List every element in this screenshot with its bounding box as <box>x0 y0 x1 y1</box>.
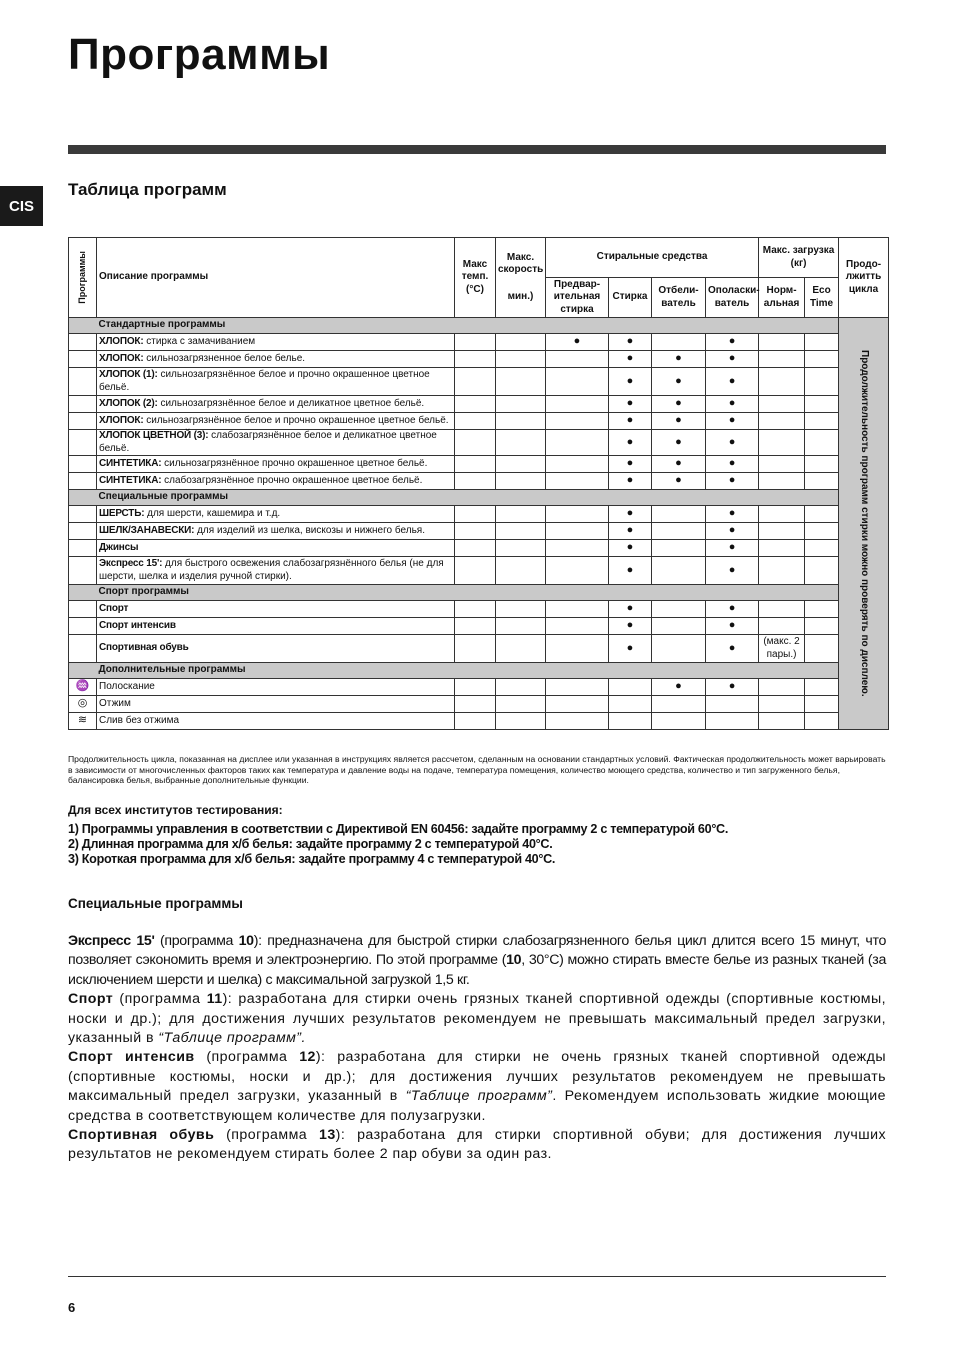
header-bleach: Отбели-ватель <box>652 278 706 318</box>
header-duration: Продо-лжитть цикла <box>839 238 889 318</box>
header-programs: Программы <box>69 238 97 318</box>
bleach-cell: ● <box>652 413 706 430</box>
prewash-cell <box>546 396 609 413</box>
wash-cell: ● <box>609 351 652 368</box>
prewash-cell: ● <box>546 334 609 351</box>
sport-shoes-paragraph: Спортивная обувь (программа 13): разработана для стирки спортивной обуви; для достижения лучших результатов не рекомендуем стирать более 2 пар обуви за один раз. <box>68 1127 887 1163</box>
section-header-row <box>69 663 889 679</box>
eco-load-cell <box>805 540 839 557</box>
normal-load-cell <box>759 413 805 430</box>
normal-load-cell <box>759 557 805 585</box>
program-description: ХЛОПОК: сильнозагрязнённое белое и прочно окрашенное цветное бельё. <box>97 413 455 430</box>
eco-load-cell <box>805 523 839 540</box>
bleach-cell <box>652 506 706 523</box>
section-label: Дополнительные программы <box>97 663 839 679</box>
bleach-cell: ● <box>652 430 706 456</box>
normal-load-cell <box>759 368 805 396</box>
softener-cell: ● <box>706 413 759 430</box>
page-title: Программы <box>68 30 331 79</box>
wash-cell: ● <box>609 557 652 585</box>
header-detergents: Стиральные средства <box>546 238 759 278</box>
section-label: Специальные программы <box>97 490 839 506</box>
wash-cell: ● <box>609 523 652 540</box>
table-row <box>69 713 889 730</box>
program-description: Спорт интенсив <box>97 618 455 635</box>
table-row <box>69 430 889 456</box>
table-row <box>69 635 889 663</box>
program-description: Спортивная обувь <box>97 635 455 663</box>
softener-cell: ● <box>706 456 759 473</box>
program-description: ХЛОПОК: стирка с замачиванием <box>97 334 455 351</box>
wash-cell <box>609 679 652 696</box>
program-description: ХЛОПОК (1): сильнозагрязнённое белое и прочно окрашенное цветное бельё. <box>97 368 455 396</box>
eco-load-cell <box>805 557 839 585</box>
special-programs-text <box>68 932 886 1165</box>
section-header-row <box>69 490 889 506</box>
wash-cell: ● <box>609 368 652 396</box>
program-description: ШЕЛК/ЗАНАВЕСКИ: для изделий из шелка, вискозы и нижнего белья. <box>97 523 455 540</box>
header-softener: Ополаски-ватель <box>706 278 759 318</box>
wash-cell: ● <box>609 413 652 430</box>
title-divider <box>68 145 886 154</box>
program-description: Экспресс 15': для быстрого освежения слабозагрязнённого белья (не для шерсти, шелка и изделия ручной стирки). <box>97 557 455 585</box>
normal-load-cell <box>759 713 805 730</box>
header-max-load: Макс. загрузка (кг) <box>759 238 839 278</box>
prewash-cell <box>546 635 609 663</box>
program-description: СИНТЕТИКА: слабозагрязнённое прочно окрашенное цветное бельё. <box>97 473 455 490</box>
spin-icon: ◎ <box>77 697 88 710</box>
eco-load-cell <box>805 351 839 368</box>
bleach-cell: ● <box>652 473 706 490</box>
softener-cell: ● <box>706 557 759 585</box>
header-description: Описание программы <box>97 238 455 318</box>
table-row <box>69 506 889 523</box>
section-label: Спорт программы <box>97 585 839 601</box>
softener-cell: ● <box>706 635 759 663</box>
table-row <box>69 351 889 368</box>
eco-load-cell <box>805 456 839 473</box>
page-number: 6 <box>68 1300 76 1315</box>
program-description: Спорт <box>97 601 455 618</box>
header-max-temp: Макс темп. (°C) <box>455 238 496 318</box>
table-row <box>69 368 889 396</box>
eco-load-cell <box>805 506 839 523</box>
wash-cell: ● <box>609 473 652 490</box>
eco-load-cell <box>805 635 839 663</box>
header-max-speed: Макс. скорость мин.) <box>496 238 546 318</box>
program-table <box>68 237 889 730</box>
softener-cell: ● <box>706 430 759 456</box>
wash-cell <box>609 696 652 713</box>
program-description: Полоскание <box>97 679 455 696</box>
normal-load-cell <box>759 679 805 696</box>
sport-intense-paragraph: Спорт интенсив (программа 12): разработана для стирки не очень грязных тканей спортивной одежды (спортивные костюмы, носки и др.); для достижения лучших результатов рекомендуем не превышать максимальный предел загрузки, указанный в “Таблице программ”. Рекомендуем использовать жидкие моющие средства в соответствующем количестве для полузагрузки. <box>68 1049 887 1124</box>
section-label: Стандартные программы <box>97 318 839 334</box>
wash-cell: ● <box>609 334 652 351</box>
bleach-cell <box>652 334 706 351</box>
prewash-cell <box>546 523 609 540</box>
header-eco-time: Eco Time <box>805 278 839 318</box>
table-row <box>69 523 889 540</box>
normal-load-cell <box>759 601 805 618</box>
program-description: Слив без отжима <box>97 713 455 730</box>
section-header-row <box>69 318 889 334</box>
softener-cell: ● <box>706 618 759 635</box>
wash-cell: ● <box>609 430 652 456</box>
bleach-cell <box>652 713 706 730</box>
labs-title: Для всех институтов тестирования: <box>68 803 283 817</box>
softener-cell: ● <box>706 396 759 413</box>
softener-cell: ● <box>706 601 759 618</box>
header-prewash: Предвар-ительная стирка <box>546 278 609 318</box>
softener-cell: ● <box>706 368 759 396</box>
softener-cell: ● <box>706 540 759 557</box>
softener-cell: ● <box>706 334 759 351</box>
prewash-cell <box>546 456 609 473</box>
normal-load-cell <box>759 523 805 540</box>
normal-load-cell <box>759 506 805 523</box>
bleach-cell <box>652 557 706 585</box>
prewash-cell <box>546 618 609 635</box>
prewash-cell <box>546 696 609 713</box>
eco-load-cell <box>805 713 839 730</box>
table-row <box>69 557 889 585</box>
program-description: Отжим <box>97 696 455 713</box>
express-paragraph: Экспресс 15' (программа 10): предназначена для быстрой стирки слабозагрязненного белья цикл длится всего 15 минут, что позволяет сэкономить время и электроэнергию. По этой программе (10, 30°C) можно стирать вместе белье из разных тканей (за исключением шерсти и шелка) с максимальной загрузкой 1,5 кг. <box>68 933 887 988</box>
eco-load-cell <box>805 430 839 456</box>
table-row <box>69 413 889 430</box>
table-row <box>69 396 889 413</box>
program-description: Джинсы <box>97 540 455 557</box>
normal-load-cell <box>759 540 805 557</box>
prewash-cell <box>546 679 609 696</box>
special-programs-title: Специальные программы <box>68 896 243 911</box>
eco-load-cell <box>805 334 839 351</box>
header-wash: Стирка <box>609 278 652 318</box>
wash-cell: ● <box>609 601 652 618</box>
prewash-cell <box>546 540 609 557</box>
softener-cell: ● <box>706 473 759 490</box>
bleach-cell: ● <box>652 456 706 473</box>
normal-load-cell <box>759 473 805 490</box>
table-row <box>69 334 889 351</box>
softener-cell <box>706 696 759 713</box>
table-row <box>69 456 889 473</box>
eco-load-cell <box>805 396 839 413</box>
rinse-icon: ♒ <box>75 680 90 693</box>
bleach-cell: ● <box>652 368 706 396</box>
wash-cell: ● <box>609 396 652 413</box>
normal-load-cell <box>759 334 805 351</box>
wash-cell: ● <box>609 506 652 523</box>
eco-load-cell <box>805 473 839 490</box>
prewash-cell <box>546 430 609 456</box>
softener-cell: ● <box>706 351 759 368</box>
bleach-cell <box>652 618 706 635</box>
bleach-cell <box>652 523 706 540</box>
table-row <box>69 696 889 713</box>
prewash-cell <box>546 413 609 430</box>
program-description: ХЛОПОК (2): сильнозагрязнённое белое и деликатное цветное бельё. <box>97 396 455 413</box>
normal-load-cell <box>759 396 805 413</box>
sport-paragraph: Спорт (программа 11): разработана для стирки очень грязных тканей спортивной одежды (спортивные костюмы, носки и др.); для достижения лучших результатов рекомендуем не превышать максимальный предел загрузки, указанный в “Таблице программ”. <box>68 991 887 1047</box>
eco-load-cell <box>805 696 839 713</box>
wash-cell: ● <box>609 635 652 663</box>
prewash-cell <box>546 351 609 368</box>
bleach-cell <box>652 540 706 557</box>
wash-cell: ● <box>609 618 652 635</box>
prewash-cell <box>546 506 609 523</box>
labs-item: 2) Длинная программа для х/б белья: задайте программу 2 с температурой 40°C. <box>68 836 553 851</box>
prewash-cell <box>546 713 609 730</box>
region-tab: CIS <box>0 186 43 226</box>
eco-load-cell <box>805 413 839 430</box>
table-row <box>69 540 889 557</box>
prewash-cell <box>546 368 609 396</box>
prewash-cell <box>546 557 609 585</box>
header-normal-load: Норм-альная <box>759 278 805 318</box>
drain-icon: ≋ <box>77 714 88 727</box>
eco-load-cell <box>805 601 839 618</box>
bleach-cell <box>652 696 706 713</box>
softener-cell: ● <box>706 523 759 540</box>
normal-load-cell: (макс. 2 пары.) <box>759 635 805 663</box>
softener-cell: ● <box>706 506 759 523</box>
prewash-cell <box>546 601 609 618</box>
program-description: ШЕРСТЬ: для шерсти, кашемира и т.д. <box>97 506 455 523</box>
normal-load-cell <box>759 618 805 635</box>
table-row <box>69 601 889 618</box>
table-row <box>69 618 889 635</box>
duration-note-cell: Продолжительность программ стирки можно проверять по дисплею. <box>839 318 889 730</box>
softener-cell <box>706 713 759 730</box>
softener-cell: ● <box>706 679 759 696</box>
labs-list <box>68 822 728 867</box>
eco-load-cell <box>805 368 839 396</box>
program-description: СИНТЕТИКА: сильнозагрязнённое прочно окрашенное цветное бельё. <box>97 456 455 473</box>
section-header-row <box>69 585 889 601</box>
footer-rule <box>68 1276 886 1277</box>
normal-load-cell <box>759 351 805 368</box>
normal-load-cell <box>759 696 805 713</box>
labs-item: 3) Короткая программа для х/б белья: задайте программу 4 с температурой 40°C. <box>68 851 556 866</box>
wash-cell: ● <box>609 540 652 557</box>
bleach-cell: ● <box>652 679 706 696</box>
duration-footnote: Продолжительность цикла, показанная на дисплее или указанная в инструкциях является рассчетом, сделанным на основании стандартных условий. Фактическая продолжительность может варьировать в зависимости от многочисленных факторов таких как температура и давление воды на подаче, температура помещения, количество моющего средства, количество и тип загруженного белья, балансировка белья, выбранные дополнительные функции. <box>68 754 886 786</box>
table-row <box>69 679 889 696</box>
labs-item: 1) Программы управления в соответствии с Директивой EN 60456: задайте программу 2 с температурой 60°C. <box>68 822 729 836</box>
wash-cell <box>609 713 652 730</box>
program-description: ХЛОПОК ЦВЕТНОЙ (3): слабозагрязнённое белое и деликатное цветное бельё. <box>97 430 455 456</box>
section-title: Таблица программ <box>68 180 227 199</box>
bleach-cell <box>652 635 706 663</box>
bleach-cell: ● <box>652 351 706 368</box>
eco-load-cell <box>805 679 839 696</box>
prewash-cell <box>546 473 609 490</box>
table-row <box>69 473 889 490</box>
normal-load-cell <box>759 430 805 456</box>
program-description: ХЛОПОК: сильнозагрязненное белое белье. <box>97 351 455 368</box>
normal-load-cell <box>759 456 805 473</box>
bleach-cell: ● <box>652 396 706 413</box>
bleach-cell <box>652 601 706 618</box>
eco-load-cell <box>805 618 839 635</box>
wash-cell: ● <box>609 456 652 473</box>
